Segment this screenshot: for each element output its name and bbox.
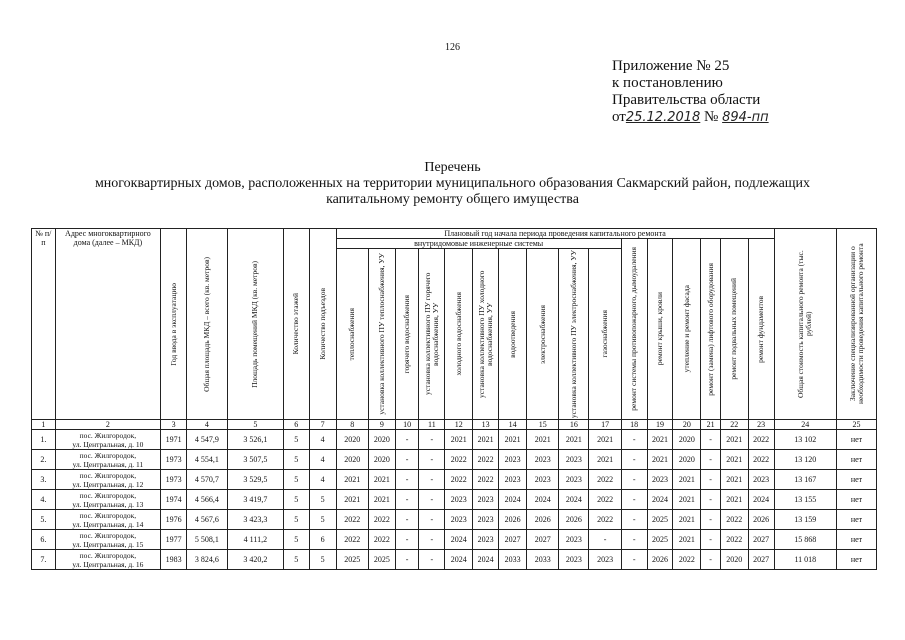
plan-year-cell: 2026: [499, 510, 527, 530]
conclusion-cell: нет: [837, 430, 877, 450]
plan-year-cell: 2024: [748, 490, 774, 510]
cost-cell: 13 159: [774, 510, 836, 530]
plan-year-cell: 2021: [720, 430, 748, 450]
plan-year-cell: 2023: [445, 490, 473, 510]
plan-year-cell: 2021: [368, 470, 395, 490]
plan-year-cell: 2022: [748, 430, 774, 450]
plan-year-cell: 2023: [589, 550, 621, 570]
entrances-cell: 5: [309, 490, 336, 510]
column-number: 6: [283, 420, 309, 430]
cost-cell: 13 120: [774, 450, 836, 470]
header-plan-group: Плановый год начала периода проведения капитального ремонта: [336, 229, 774, 239]
floors-cell: 5: [283, 450, 309, 470]
column-number: 20: [673, 420, 701, 430]
premises-area-cell: 4 111,2: [227, 530, 283, 550]
plan-year-cell: 2022: [589, 490, 621, 510]
column-number: 8: [336, 420, 368, 430]
plan-year-cell: 2020: [336, 430, 368, 450]
floors-cell: 5: [283, 490, 309, 510]
handwritten-number: 894-пп: [722, 110, 769, 125]
plan-year-cell: 2022: [445, 470, 473, 490]
floors-cell: 5: [283, 470, 309, 490]
year-cell: 1973: [161, 450, 187, 470]
plan-year-cell: 2021: [673, 510, 701, 530]
entrances-cell: 6: [309, 530, 336, 550]
year-cell: 1971: [161, 430, 187, 450]
column-number: 19: [647, 420, 673, 430]
plan-year-cell: 2021: [589, 430, 621, 450]
title-line-2: многоквартирных домов, расположенных на территории муниципального образования Сакмарский район, подлежащих: [94, 176, 811, 191]
column-number: 13: [473, 420, 499, 430]
header-premises-area: Площадь помещений МКД (кв. метров): [250, 260, 260, 388]
address-line-2: ул. Центральная, д. 11: [72, 459, 144, 469]
header-sys-hot-water: горячего водоснабжения: [402, 294, 412, 374]
row-number: 1.: [32, 430, 56, 450]
plan-year-cell: 2025: [647, 530, 673, 550]
header-sys-electricity-meter: установка коллективного ПУ электроснабжения, УУ: [568, 249, 578, 419]
table-row: [32, 450, 877, 470]
address-line-1: пос. Жилгородок,: [79, 550, 137, 560]
plan-year-cell: 2022: [336, 530, 368, 550]
table-row: [32, 490, 877, 510]
address-cell: [55, 550, 160, 570]
cost-cell: 13 102: [774, 430, 836, 450]
plan-year-cell: -: [621, 550, 647, 570]
column-number: 22: [720, 420, 748, 430]
plan-year-cell: 2024: [647, 490, 673, 510]
plan-year-cell: 2024: [445, 550, 473, 570]
housing-table: [31, 228, 877, 570]
plan-year-cell: 2021: [499, 430, 527, 450]
column-number: 9: [368, 420, 395, 430]
page-number: 126: [445, 42, 460, 53]
header-fire: ремонт системы противопожарного, дымоудаления: [629, 247, 639, 411]
total-area-cell: 4 547,9: [186, 430, 227, 450]
plan-year-cell: 2023: [748, 470, 774, 490]
plan-year-cell: -: [419, 490, 445, 510]
plan-year-cell: 2022: [445, 450, 473, 470]
number-prefix: №: [704, 109, 719, 125]
plan-year-cell: -: [701, 530, 720, 550]
floors-cell: 5: [283, 530, 309, 550]
plan-year-cell: 2027: [527, 530, 559, 550]
header-cost: Общая стоимость капитального ремонта (тыс. рублей): [796, 250, 814, 398]
column-number: 12: [445, 420, 473, 430]
address-cell: [55, 430, 160, 450]
entrances-cell: 4: [309, 450, 336, 470]
plan-year-cell: 2020: [720, 550, 748, 570]
plan-year-cell: -: [701, 510, 720, 530]
plan-year-cell: -: [621, 490, 647, 510]
plan-year-cell: 2021: [336, 470, 368, 490]
plan-year-cell: -: [395, 450, 419, 470]
plan-year-cell: 2024: [559, 490, 589, 510]
address-line-2: ул. Центральная, д. 12: [72, 479, 144, 489]
column-number-row: [32, 420, 877, 430]
conclusion-cell: нет: [837, 450, 877, 470]
plan-year-cell: -: [419, 530, 445, 550]
address-line-1: пос. Жилгородок,: [79, 450, 137, 460]
plan-year-cell: 2023: [527, 470, 559, 490]
cost-cell: 11 018: [774, 550, 836, 570]
row-number: 5.: [32, 510, 56, 530]
header-floors: Количество этажей: [291, 293, 301, 355]
plan-year-cell: 2033: [499, 550, 527, 570]
year-cell: 1983: [161, 550, 187, 570]
premises-area-cell: 3 526,1: [227, 430, 283, 450]
plan-year-cell: 2020: [368, 430, 395, 450]
plan-year-cell: 2022: [336, 510, 368, 530]
plan-year-cell: 2023: [473, 510, 499, 530]
row-number: 7.: [32, 550, 56, 570]
row-number: 6.: [32, 530, 56, 550]
floors-cell: 5: [283, 430, 309, 450]
plan-year-cell: -: [395, 510, 419, 530]
total-area-cell: 4 570,7: [186, 470, 227, 490]
plan-year-cell: -: [701, 550, 720, 570]
plan-year-cell: 2033: [527, 550, 559, 570]
year-cell: 1977: [161, 530, 187, 550]
document-title: [0, 160, 905, 208]
floors-cell: 5: [283, 550, 309, 570]
header-conclusion: Заключение специализированной организации о необходимости проведения капитального ремонта: [847, 243, 865, 405]
column-number: 11: [419, 420, 445, 430]
plan-year-cell: 2023: [499, 450, 527, 470]
header-systems-group: внутридомовые инженерные системы: [336, 239, 621, 249]
plan-year-cell: 2024: [445, 530, 473, 550]
conclusion-cell: нет: [837, 490, 877, 510]
total-area-cell: 4 566,4: [186, 490, 227, 510]
plan-year-cell: 2021: [673, 470, 701, 490]
column-number: 2: [55, 420, 160, 430]
header-num: № п/п: [32, 229, 56, 420]
entrances-cell: 5: [309, 510, 336, 530]
premises-area-cell: 3 419,7: [227, 490, 283, 510]
address-line-1: пос. Жилгородок,: [79, 490, 137, 500]
column-number: 14: [499, 420, 527, 430]
plan-year-cell: 2020: [368, 450, 395, 470]
plan-year-cell: -: [395, 470, 419, 490]
plan-year-cell: 2025: [647, 510, 673, 530]
total-area-cell: 4 567,6: [186, 510, 227, 530]
plan-year-cell: 2026: [647, 550, 673, 570]
address-line-2: ул. Центральная, д. 10: [72, 439, 144, 449]
title-line-3: капитальному ремонту общего имущества: [326, 192, 579, 207]
address-line-1: пос. Жилгородок,: [79, 430, 137, 440]
table-row: [32, 510, 877, 530]
plan-year-cell: 2021: [673, 490, 701, 510]
column-number: 3: [161, 420, 187, 430]
header-sys-cold-water: холодного водоснабжения: [453, 292, 463, 376]
plan-year-cell: 2025: [368, 550, 395, 570]
plan-year-cell: 2021: [647, 450, 673, 470]
address-line-1: пос. Жилгородок,: [79, 510, 137, 520]
plan-year-cell: 2026: [527, 510, 559, 530]
plan-year-cell: 2024: [473, 550, 499, 570]
plan-year-cell: 2022: [368, 530, 395, 550]
plan-year-cell: 2022: [368, 510, 395, 530]
cost-cell: 15 868: [774, 530, 836, 550]
plan-year-cell: -: [621, 510, 647, 530]
entrances-cell: 4: [309, 430, 336, 450]
column-number: 5: [227, 420, 283, 430]
header-sys-cold-water-meter: установка коллективного ПУ холодного водоснабжения, УУ: [476, 270, 494, 398]
address-line-2: ул. Центральная, д. 14: [72, 519, 144, 529]
appendix-line-1: Приложение № 25: [612, 58, 730, 74]
plan-year-cell: 2024: [527, 490, 559, 510]
conclusion-cell: нет: [837, 550, 877, 570]
address-line-1: пос. Жилгородок,: [79, 530, 137, 540]
plan-year-cell: 2022: [748, 450, 774, 470]
premises-area-cell: 3 507,5: [227, 450, 283, 470]
address-cell: [55, 470, 160, 490]
table-row: [32, 430, 877, 450]
plan-year-cell: 2022: [473, 470, 499, 490]
plan-year-cell: 2022: [473, 450, 499, 470]
premises-area-cell: 3 529,5: [227, 470, 283, 490]
plan-year-cell: 2021: [445, 430, 473, 450]
column-number: 1: [32, 420, 56, 430]
plan-year-cell: -: [701, 430, 720, 450]
plan-year-cell: 2022: [673, 550, 701, 570]
plan-year-cell: 2022: [720, 510, 748, 530]
column-number: 23: [748, 420, 774, 430]
plan-year-cell: -: [701, 470, 720, 490]
row-number: 2.: [32, 450, 56, 470]
plan-year-cell: -: [419, 450, 445, 470]
plan-year-cell: 2023: [559, 550, 589, 570]
plan-year-cell: -: [621, 430, 647, 450]
plan-year-cell: -: [419, 470, 445, 490]
header-lift: ремонт (замена) лифтового оборудования: [705, 262, 715, 396]
header-foundation: ремонт фундаментов: [756, 295, 766, 363]
column-number: 24: [774, 420, 836, 430]
header-address: Адрес многоквартирного дома (далее – МКД): [55, 229, 160, 420]
table-row: [32, 530, 877, 550]
table-row: [32, 550, 877, 570]
conclusion-cell: нет: [837, 470, 877, 490]
header-sys-drainage: водоотведения: [507, 310, 517, 358]
column-number: 17: [589, 420, 621, 430]
plan-year-cell: 2023: [559, 450, 589, 470]
plan-year-cell: 2021: [473, 430, 499, 450]
address-cell: [55, 530, 160, 550]
plan-year-cell: 2020: [336, 450, 368, 470]
header-year: Год ввода в эксплуатацию: [168, 282, 178, 366]
entrances-cell: 5: [309, 550, 336, 570]
year-cell: 1976: [161, 510, 187, 530]
plan-year-cell: 2020: [673, 450, 701, 470]
plan-year-cell: -: [395, 550, 419, 570]
plan-year-cell: -: [419, 430, 445, 450]
year-cell: 1974: [161, 490, 187, 510]
plan-year-cell: 2024: [499, 490, 527, 510]
plan-year-cell: -: [621, 450, 647, 470]
plan-year-cell: 2026: [559, 510, 589, 530]
header-facade: утепление и ремонт фасада: [681, 285, 691, 373]
plan-year-cell: -: [701, 490, 720, 510]
column-number: 18: [621, 420, 647, 430]
row-number: 3.: [32, 470, 56, 490]
header-sys-electricity: электроснабжения: [537, 304, 547, 364]
header-sys-heating-meter: установка коллективного ПУ теплоснабжения, УУ: [376, 253, 386, 415]
cost-cell: 13 155: [774, 490, 836, 510]
address-line-2: ул. Центральная, д. 15: [72, 539, 144, 549]
title-line-1: Перечень: [424, 160, 481, 175]
plan-year-cell: -: [395, 430, 419, 450]
plan-year-cell: 2021: [559, 430, 589, 450]
plan-year-cell: 2020: [673, 430, 701, 450]
premises-area-cell: 3 423,3: [227, 510, 283, 530]
column-number: 4: [186, 420, 227, 430]
plan-year-cell: 2021: [368, 490, 395, 510]
plan-year-cell: -: [589, 530, 621, 550]
address-cell: [55, 490, 160, 510]
column-number: 16: [559, 420, 589, 430]
total-area-cell: 4 554,1: [186, 450, 227, 470]
entrances-cell: 4: [309, 470, 336, 490]
plan-year-cell: 2021: [720, 450, 748, 470]
plan-year-cell: 2023: [559, 530, 589, 550]
plan-year-cell: 2023: [647, 470, 673, 490]
plan-year-cell: 2027: [748, 530, 774, 550]
plan-year-cell: 2023: [559, 470, 589, 490]
plan-year-cell: 2022: [720, 530, 748, 550]
header-sys-hot-water-meter: установка коллективного ПУ горячего водоснабжения, УУ: [422, 272, 440, 396]
plan-year-cell: 2027: [499, 530, 527, 550]
plan-year-cell: -: [419, 510, 445, 530]
column-number: 25: [837, 420, 877, 430]
appendix-block: [612, 58, 769, 126]
plan-year-cell: 2025: [336, 550, 368, 570]
appendix-date-line: [612, 109, 769, 126]
address-cell: [55, 450, 160, 470]
header-entrances: Количество подъездов: [317, 288, 327, 360]
header-sys-heating: теплоснабжения: [347, 307, 357, 361]
plan-year-cell: 2021: [647, 430, 673, 450]
plan-year-cell: 2022: [589, 470, 621, 490]
plan-year-cell: -: [621, 470, 647, 490]
plan-year-cell: 2021: [720, 470, 748, 490]
address-line-2: ул. Центральная, д. 13: [72, 499, 144, 509]
conclusion-cell: нет: [837, 510, 877, 530]
plan-year-cell: 2021: [720, 490, 748, 510]
column-number: 15: [527, 420, 559, 430]
handwritten-date: 25.12.2018: [625, 110, 701, 125]
cost-cell: 13 167: [774, 470, 836, 490]
plan-year-cell: 2022: [589, 510, 621, 530]
total-area-cell: 5 508,1: [186, 530, 227, 550]
conclusion-cell: нет: [837, 530, 877, 550]
plan-year-cell: 2023: [527, 450, 559, 470]
table-row: [32, 470, 877, 490]
plan-year-cell: 2021: [589, 450, 621, 470]
from-prefix: от: [612, 109, 626, 125]
floors-cell: 5: [283, 510, 309, 530]
plan-year-cell: 2023: [473, 490, 499, 510]
plan-year-cell: 2021: [527, 430, 559, 450]
year-cell: 1973: [161, 470, 187, 490]
plan-year-cell: -: [621, 530, 647, 550]
column-number: 21: [701, 420, 720, 430]
premises-area-cell: 3 420,2: [227, 550, 283, 570]
plan-year-cell: 2023: [445, 510, 473, 530]
plan-year-cell: -: [419, 550, 445, 570]
header-basement: ремонт подвальных помещений: [729, 278, 739, 380]
address-line-2: ул. Центральная, д. 16: [72, 559, 144, 569]
column-number: 10: [395, 420, 419, 430]
plan-year-cell: 2027: [748, 550, 774, 570]
plan-year-cell: 2023: [499, 470, 527, 490]
row-number: 4.: [32, 490, 56, 510]
header-total-area: Общая площадь МКД – всего (кв. метров): [201, 256, 211, 392]
header-sys-gas: газоснабжения: [600, 310, 610, 358]
column-number: 7: [309, 420, 336, 430]
address-line-1: пос. Жилгородок,: [79, 470, 137, 480]
plan-year-cell: -: [395, 530, 419, 550]
total-area-cell: 3 824,6: [186, 550, 227, 570]
plan-year-cell: 2021: [673, 530, 701, 550]
plan-year-cell: -: [395, 490, 419, 510]
appendix-line-3: Правительства области: [612, 92, 761, 108]
plan-year-cell: 2026: [748, 510, 774, 530]
plan-year-cell: 2021: [336, 490, 368, 510]
address-cell: [55, 510, 160, 530]
header-roof: ремонт крыши, кровли: [654, 292, 664, 366]
appendix-line-2: к постановлению: [612, 75, 723, 91]
plan-year-cell: -: [701, 450, 720, 470]
plan-year-cell: 2023: [473, 530, 499, 550]
